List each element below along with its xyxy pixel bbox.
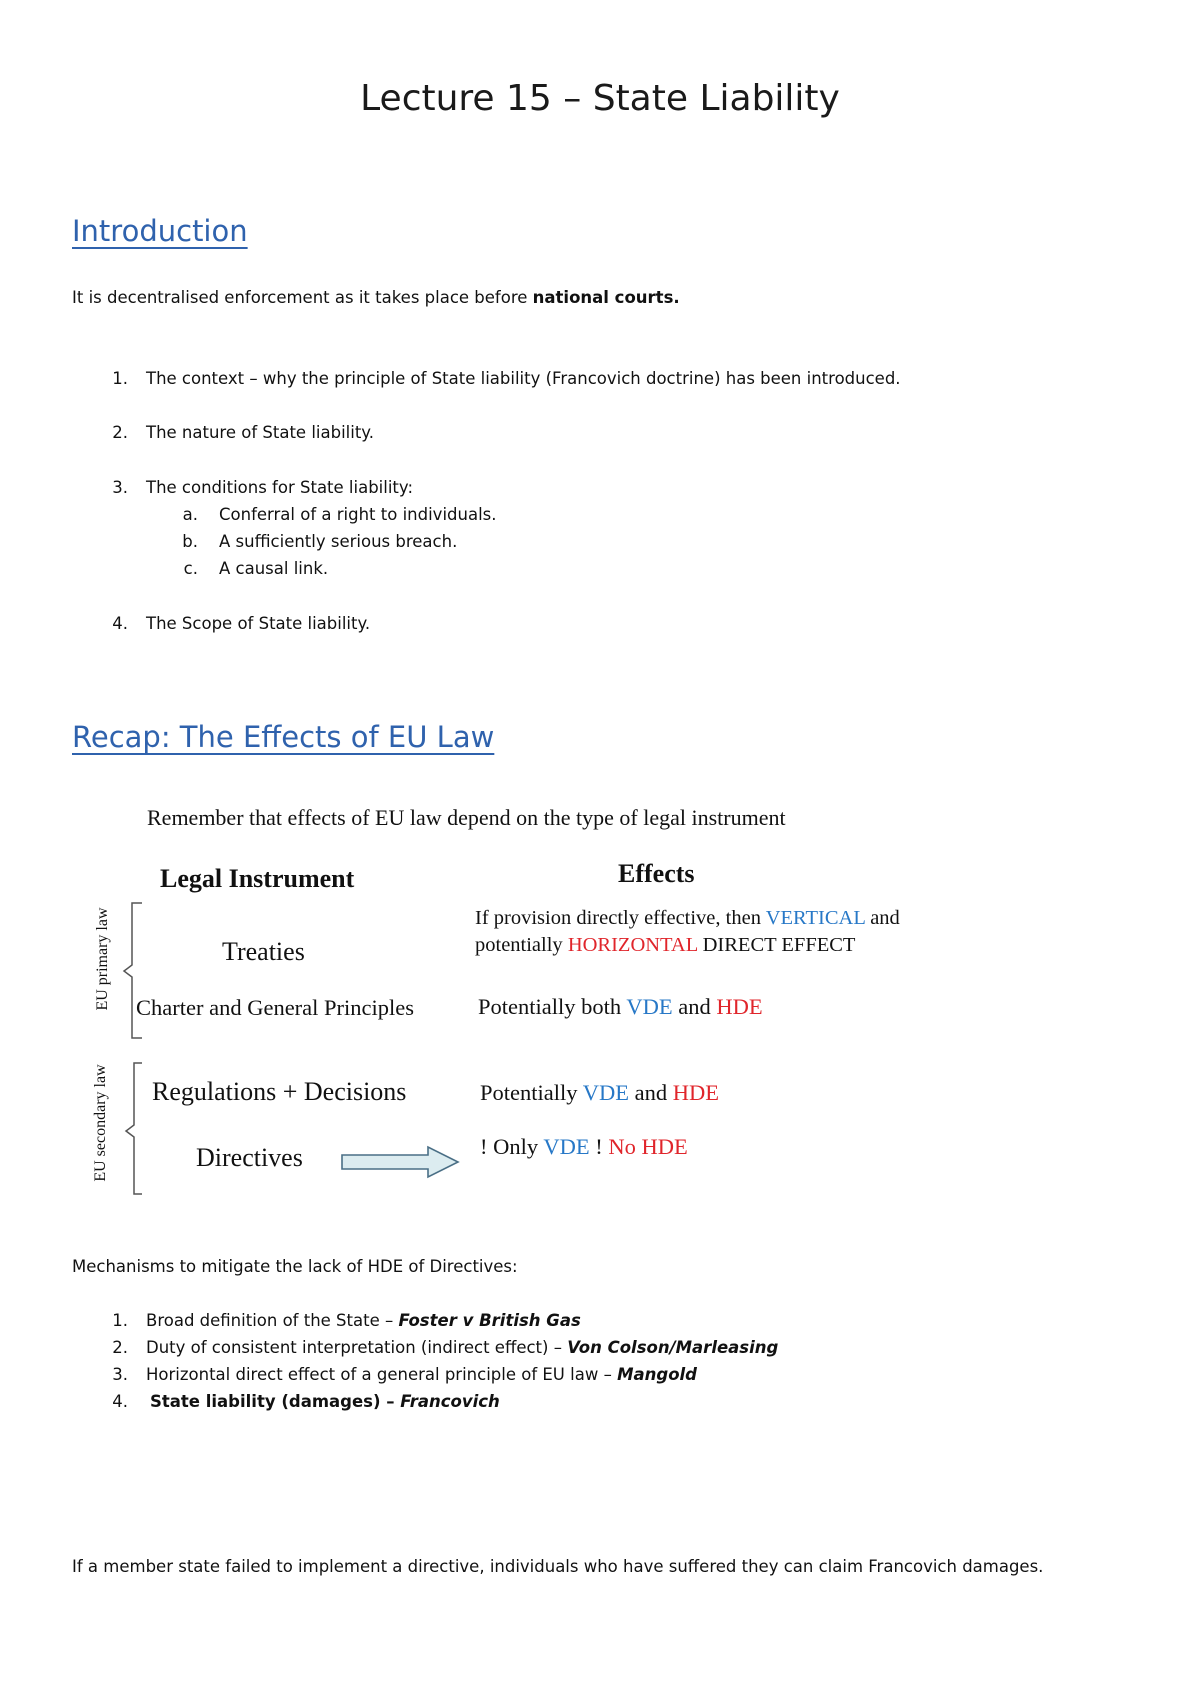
list-item-number: 2. xyxy=(112,1338,128,1357)
sublist-item-text: Conferral of a right to individuals. xyxy=(219,505,497,524)
directives-label: Directives xyxy=(196,1143,303,1172)
list-item-text: The conditions for State liability: xyxy=(146,478,414,497)
effect-text: potentially xyxy=(475,934,568,956)
effect-text: ! Only xyxy=(480,1134,544,1159)
effect-vertical: VERTICAL xyxy=(765,907,866,929)
effect-text: ! xyxy=(589,1134,609,1159)
effect-text: Potentially both xyxy=(478,994,627,1019)
treaties-effect-line2 xyxy=(475,934,855,957)
list-item-text: The Scope of State liability. xyxy=(146,614,371,633)
column-header-effects: Effects xyxy=(618,859,695,888)
primary-law-label: EU primary law xyxy=(94,907,111,1011)
intro-paragraph xyxy=(72,288,680,307)
effect-hde: HDE xyxy=(672,1080,719,1105)
mechanisms-intro: Mechanisms to mitigate the lack of HDE of Directives: xyxy=(72,1257,518,1276)
sublist-item-letter: b. xyxy=(182,532,198,551)
sublist-item-text: A sufficiently serious breach. xyxy=(219,532,458,551)
list-item xyxy=(150,1392,500,1411)
list-item-number: 4. xyxy=(112,614,128,633)
charter-effect xyxy=(478,994,763,1020)
effect-text: If provision directly effective, then xyxy=(475,907,766,929)
effect-text: Potentially xyxy=(480,1080,583,1105)
sublist-item-letter: a. xyxy=(182,505,198,524)
effect-hde: No HDE xyxy=(608,1134,688,1159)
recap-heading: Recap: The Effects of EU Law xyxy=(72,720,495,754)
case-name: Francovich xyxy=(400,1392,500,1411)
list-item-text: Duty of consistent interpretation (indirect effect) – xyxy=(146,1338,568,1357)
list-item-number: 2. xyxy=(112,423,128,442)
list-item-number: 1. xyxy=(112,369,128,388)
list-item-text: The context – why the principle of State liability (Francovich doctrine) has been introduced. xyxy=(146,369,901,388)
secondary-bracket xyxy=(126,1063,142,1194)
effect-text: DIRECT EFFECT xyxy=(697,934,856,956)
sublist-item-letter: c. xyxy=(183,559,198,578)
bracket-lines xyxy=(118,895,148,1195)
page-title: Lecture 15 – State Liability xyxy=(360,78,840,119)
column-header-instrument: Legal Instrument xyxy=(160,864,355,893)
list-item-text: Horizontal direct effect of a general principle of EU law – xyxy=(146,1365,618,1384)
secondary-law-label: EU secondary law xyxy=(92,1064,109,1182)
directives-effect xyxy=(480,1134,688,1160)
list-item-number: 4. xyxy=(112,1392,128,1411)
intro-paragraph-bold: national courts. xyxy=(532,288,680,307)
charter-label: Charter and General Principles xyxy=(136,995,415,1020)
list-item-number: 1. xyxy=(112,1311,128,1330)
list-item-text: The nature of State liability. xyxy=(146,423,374,442)
effect-text: and xyxy=(672,994,717,1019)
regulations-effect xyxy=(480,1080,719,1106)
regulations-label: Regulations + Decisions xyxy=(152,1077,407,1106)
case-name: Von Colson/Marleasing xyxy=(567,1338,779,1357)
effect-text: and xyxy=(628,1080,673,1105)
list-item-text: Broad definition of the State – xyxy=(146,1311,399,1330)
effect-hde: HDE xyxy=(716,994,763,1019)
list-item-text: State liability (damages) – xyxy=(150,1392,401,1411)
effect-horizontal: HORIZONTAL xyxy=(567,934,698,956)
case-name: Mangold xyxy=(617,1365,697,1384)
effect-vde: VDE xyxy=(626,994,673,1019)
effect-vde: VDE xyxy=(543,1134,590,1159)
effect-text: and xyxy=(865,907,900,929)
closing-paragraph: If a member state failed to implement a directive, individuals who have suffered they can claim Francovich damages. xyxy=(72,1557,1044,1576)
list-item-number: 3. xyxy=(112,1365,128,1384)
intro-heading: Introduction xyxy=(72,214,248,248)
list-item xyxy=(146,1311,581,1330)
treaties-label: Treaties xyxy=(222,937,305,966)
effect-vde: VDE xyxy=(582,1080,629,1105)
list-item xyxy=(146,1365,697,1384)
intro-paragraph-text: It is decentralised enforcement as it takes place before xyxy=(72,288,533,307)
figure-caption: Remember that effects of EU law depend on the type of legal instrument xyxy=(147,805,786,830)
list-item-number: 3. xyxy=(112,478,128,497)
sublist-item-text: A causal link. xyxy=(219,559,329,578)
treaties-effect-line1 xyxy=(475,907,900,930)
arrow-right-icon xyxy=(340,1145,462,1179)
case-name: Foster v British Gas xyxy=(398,1311,581,1330)
list-item xyxy=(146,1338,778,1357)
